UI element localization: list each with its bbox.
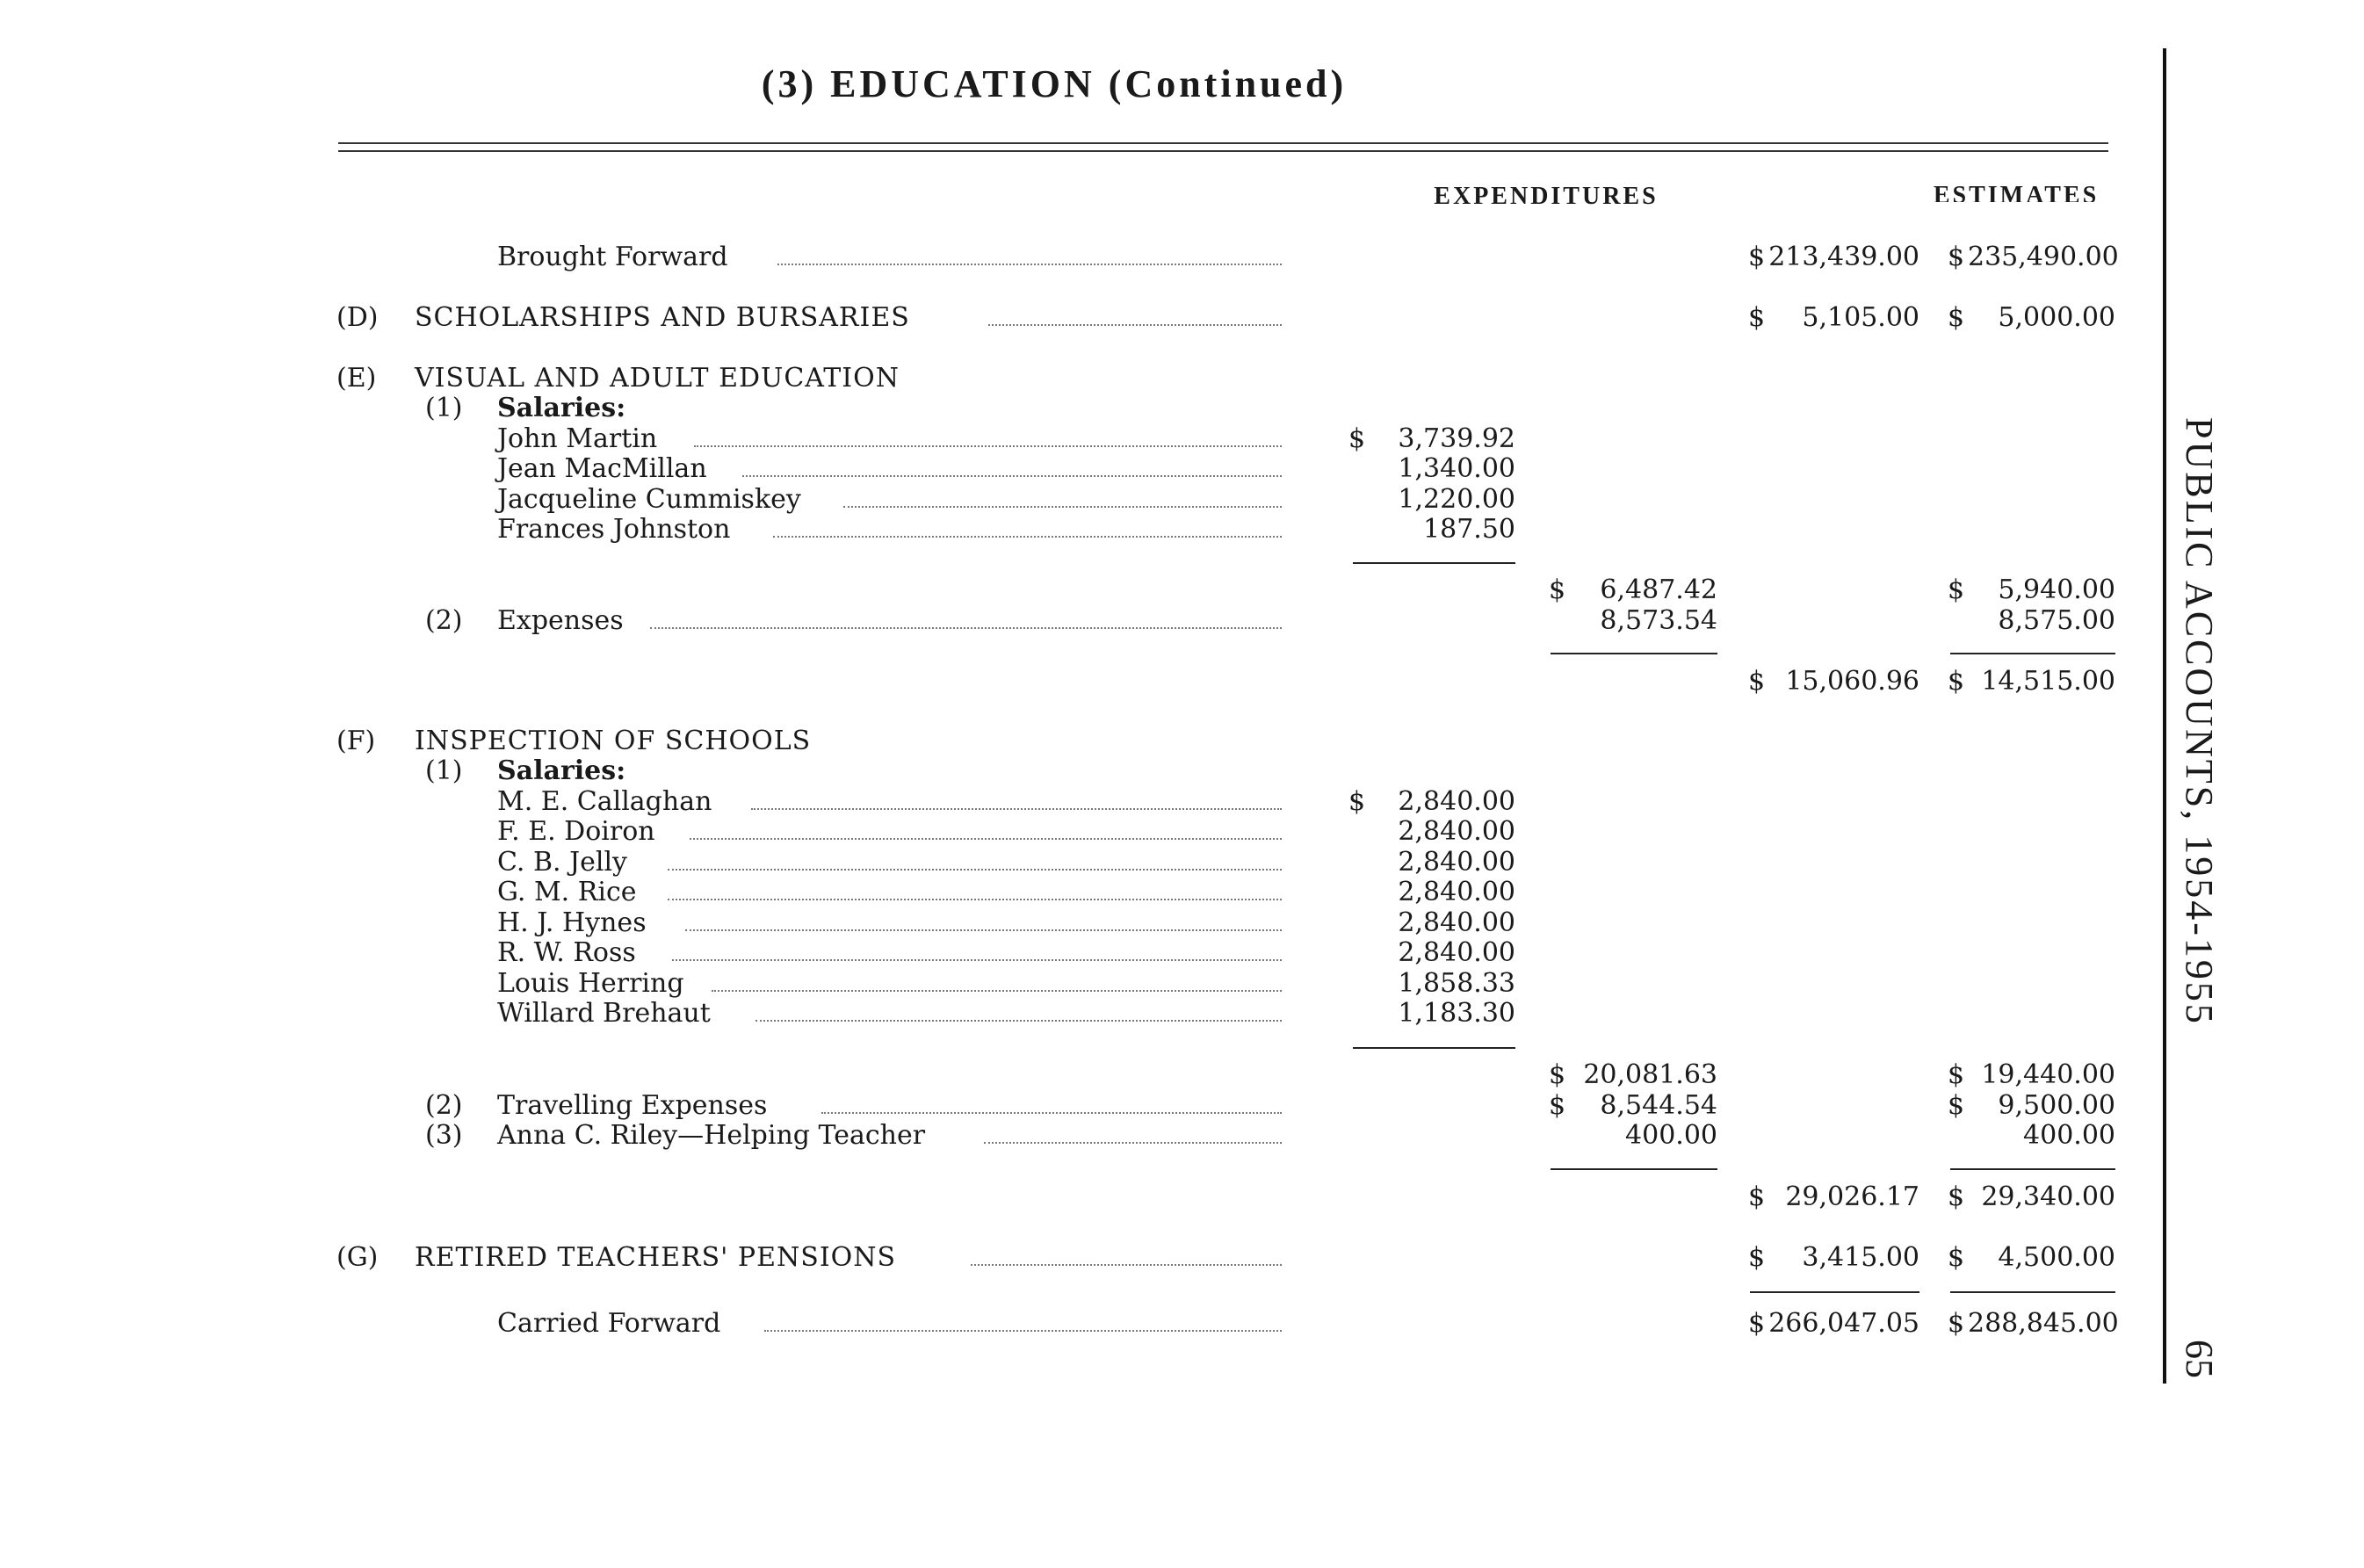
section-e-expenses-row [0, 606, 2364, 636]
dot-leader [764, 1330, 1282, 1332]
dot-leader [672, 959, 1282, 961]
dollar-sign: $ [1748, 242, 1766, 272]
section-f-heading [0, 726, 2364, 756]
dollar-sign: $ [1948, 574, 1965, 605]
total-rule [1950, 1291, 2115, 1293]
section-f-total-row [0, 1182, 2364, 1212]
section-d-expenditure: 5,105.00 [1802, 302, 1919, 333]
section-d-label: SCHOLARSHIPS AND BURSARIES [415, 302, 910, 333]
salary-row [0, 485, 2364, 515]
item-number: (2) [425, 605, 463, 636]
expenditures-column-header: EXPENDITURES [1434, 183, 1659, 210]
section-f-helper-amount: 400.00 [1625, 1120, 1717, 1151]
header-double-rule [338, 142, 2108, 152]
dollar-sign: $ [1549, 574, 1566, 605]
dot-leader [751, 808, 1282, 810]
salary-row [0, 515, 2364, 545]
salary-amount: 1,220.00 [1398, 484, 1515, 515]
dollar-sign: $ [1948, 1090, 1965, 1121]
dot-leader [742, 475, 1282, 477]
dot-leader [984, 1142, 1282, 1144]
section-e-salaries-estimate: 5,940.00 [1998, 574, 2115, 605]
salary-row [0, 969, 2364, 999]
dot-leader [712, 990, 1282, 992]
section-f-total-estimate: 29,340.00 [1981, 1181, 2115, 1212]
dollar-sign: $ [1748, 1308, 1766, 1339]
salaries-label: Salaries: [497, 755, 626, 786]
salary-row [0, 817, 2364, 847]
page-title: (3) EDUCATION (Continued) [761, 62, 1348, 105]
dot-leader [694, 445, 1282, 447]
section-f-salaries-heading [0, 756, 2364, 786]
section-g-label: RETIRED TEACHERS' PENSIONS [415, 1242, 897, 1273]
section-e-letter: (E) [336, 363, 377, 394]
salary-amount: 2,840.00 [1398, 816, 1515, 847]
salary-amount: 2,840.00 [1398, 937, 1515, 968]
subtotal-rule [1551, 1168, 1717, 1170]
salary-row [0, 454, 2364, 484]
salary-row [0, 424, 2364, 454]
dollar-sign: $ [1948, 242, 1965, 272]
salary-amount: 1,340.00 [1398, 453, 1515, 484]
dot-leader [755, 1020, 1282, 1022]
dollar-sign: $ [1948, 1308, 1965, 1339]
section-d-row [0, 303, 2364, 333]
salary-name: John Martin [497, 423, 658, 454]
total-rule [1750, 1291, 1919, 1293]
dot-leader [777, 264, 1282, 265]
salary-amount: 2,840.00 [1398, 877, 1515, 907]
salary-name: Frances Johnston [497, 514, 731, 545]
item-number: (2) [425, 1090, 463, 1121]
dollar-sign: $ [1748, 666, 1766, 697]
salary-name: R. W. Ross [497, 937, 636, 968]
section-e-total-expenditure: 15,060.96 [1785, 666, 1919, 697]
dot-leader [971, 1264, 1282, 1266]
section-d-estimate: 5,000.00 [1998, 302, 2115, 333]
item-number: (3) [425, 1120, 463, 1151]
subtotal-rule [1353, 562, 1515, 564]
carried-forward-estimate: 288,845.00 [1968, 1308, 2119, 1339]
section-f-salaries-total: 20,081.63 [1583, 1059, 1717, 1090]
dollar-sign: $ [1948, 1181, 1965, 1212]
section-f-label: INSPECTION OF SCHOOLS [415, 726, 812, 756]
salary-name: Louis Herring [497, 968, 684, 999]
item-number: (1) [425, 393, 463, 423]
dollar-sign: $ [1948, 1242, 1965, 1273]
section-d-letter: (D) [336, 302, 379, 333]
dollar-sign: $ [1549, 1059, 1566, 1090]
salary-row [0, 938, 2364, 968]
brought-forward-label: Brought Forward [497, 242, 728, 272]
dot-leader [988, 324, 1282, 326]
dot-leader [690, 838, 1282, 840]
dollar-sign: $ [1748, 302, 1766, 333]
subtotal-rule [1551, 653, 1717, 654]
salary-row [0, 848, 2364, 878]
section-e-salaries-total: 6,487.42 [1600, 574, 1717, 605]
dollar-sign: $ [1549, 1090, 1566, 1121]
helper-label: Anna C. Riley—Helping Teacher [497, 1120, 926, 1151]
salary-amount: 1,183.30 [1398, 998, 1515, 1029]
dot-leader [668, 899, 1282, 900]
section-f-travel-amount: 8,544.54 [1600, 1090, 1717, 1121]
section-f-total-expenditure: 29,026.17 [1785, 1181, 1919, 1212]
section-g-row [0, 1243, 2364, 1273]
dollar-sign: $ [1348, 786, 1366, 817]
salary-row [0, 787, 2364, 817]
salary-amount: 2,840.00 [1398, 847, 1515, 878]
section-e-salaries-heading [0, 394, 2364, 423]
carried-forward-expenditure: 266,047.05 [1768, 1308, 1919, 1339]
salary-row [0, 908, 2364, 938]
section-g-letter: (G) [336, 1242, 379, 1273]
section-f-travel-estimate: 9,500.00 [1998, 1090, 2115, 1121]
dot-leader [821, 1112, 1282, 1114]
section-e-salaries-total-row [0, 575, 2364, 605]
salary-row [0, 878, 2364, 907]
salary-name: H. J. Hynes [497, 907, 647, 938]
section-e-expenses-amount: 8,573.54 [1600, 605, 1717, 636]
expenses-label: Expenses [497, 605, 624, 636]
subtotal-rule [1950, 1168, 2115, 1170]
section-f-salaries-total-row [0, 1060, 2364, 1090]
section-f-salaries-estimate: 19,440.00 [1981, 1059, 2115, 1090]
dot-leader [650, 627, 1282, 629]
section-f-helper-row [0, 1121, 2364, 1151]
dollar-sign: $ [1748, 1242, 1766, 1273]
salary-name: C. B. Jelly [497, 847, 627, 878]
item-number: (1) [425, 755, 463, 786]
salary-amount: 187.50 [1423, 514, 1515, 545]
page-number: 65 [2178, 1340, 2221, 1378]
dollar-sign: $ [1748, 1181, 1766, 1212]
section-e-total-estimate: 14,515.00 [1981, 666, 2115, 697]
dollar-sign: $ [1948, 1059, 1965, 1090]
salary-amount: 1,858.33 [1398, 968, 1515, 999]
dot-leader [685, 929, 1282, 931]
section-e-heading [0, 364, 2364, 394]
estimates-column-header [1889, 183, 2144, 211]
brought-forward-estimate: 235,490.00 [1968, 242, 2119, 272]
salary-amount: 2,840.00 [1398, 786, 1515, 817]
travel-label: Travelling Expenses [497, 1090, 768, 1121]
salary-name: Jean MacMillan [497, 453, 707, 484]
carried-forward-label: Carried Forward [497, 1308, 721, 1339]
dollar-sign: $ [1948, 666, 1965, 697]
estimates-header-text: ESTIMATES [1933, 183, 2100, 202]
side-running-title: PUBLIC ACCOUNTS, 1954-1955 [2178, 417, 2221, 1026]
salary-amount: 2,840.00 [1398, 907, 1515, 938]
section-f-helper-estimate: 400.00 [2023, 1120, 2115, 1151]
brought-forward-row [0, 242, 2364, 272]
section-e-expenses-estimate: 8,575.00 [1998, 605, 2115, 636]
salary-amount: 3,739.92 [1398, 423, 1515, 454]
section-g-expenditure: 3,415.00 [1802, 1242, 1919, 1273]
section-g-estimate: 4,500.00 [1998, 1242, 2115, 1273]
dot-leader [668, 869, 1282, 871]
dot-leader [773, 536, 1282, 538]
salary-name: M. E. Callaghan [497, 786, 712, 817]
dollar-sign: $ [1348, 423, 1366, 454]
dot-leader [843, 506, 1282, 508]
salary-row [0, 999, 2364, 1029]
subtotal-rule [1950, 653, 2115, 654]
brought-forward-expenditure: 213,439.00 [1768, 242, 1919, 272]
salary-name: F. E. Doiron [497, 816, 655, 847]
section-e-label: VISUAL AND ADULT EDUCATION [415, 363, 900, 394]
salary-name: G. M. Rice [497, 877, 637, 907]
salary-name: Jacqueline Cummiskey [497, 484, 801, 515]
dollar-sign: $ [1948, 302, 1965, 333]
subtotal-rule [1353, 1047, 1515, 1049]
section-f-travel-row [0, 1091, 2364, 1121]
carried-forward-row [0, 1309, 2364, 1339]
salary-name: Willard Brehaut [497, 998, 711, 1029]
salaries-label: Salaries: [497, 393, 626, 423]
section-f-letter: (F) [336, 726, 376, 756]
section-e-total-row [0, 667, 2364, 697]
